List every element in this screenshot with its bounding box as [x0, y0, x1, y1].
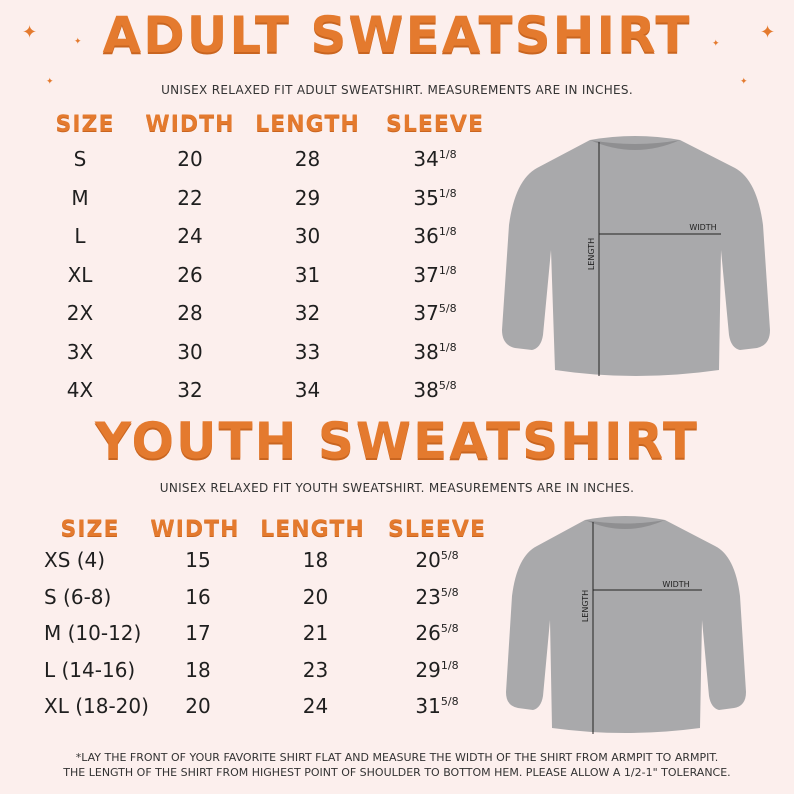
adult-length-cell: 29	[294, 185, 321, 210]
youth-length-cell: 18	[302, 548, 329, 572]
youth-sleeve-whole: 31	[415, 694, 441, 718]
adult-width-cell: 20	[177, 147, 203, 171]
youth-width-cell: 20	[185, 694, 211, 718]
youth-sleeve-cell	[382, 621, 492, 645]
youth-header-length: LENGTH	[260, 517, 365, 542]
adult-header-width: WIDTH	[145, 112, 235, 137]
adult-sleeve-whole: 36	[413, 224, 439, 248]
adult-sleeve-cell	[380, 147, 490, 171]
youth-sleeve-fraction: 5/8	[440, 585, 459, 599]
adult-header-length: LENGTH	[255, 112, 360, 137]
youth-length-cell: 20	[302, 584, 329, 609]
sparkle-icon: ✦	[74, 37, 82, 47]
adult-length-cell: 30	[294, 224, 321, 248]
adult-subtitle: UNISEX RELAXED FIT ADULT SWEATSHIRT. MEASUREMENTS ARE IN INCHES.	[161, 83, 633, 97]
adult-header-size: SIZE	[55, 112, 115, 137]
adult-length-cell: 31	[294, 262, 321, 287]
sweatshirt-icon	[495, 130, 775, 385]
adult-sleeve-fraction: 1/8	[438, 148, 457, 161]
youth-diagram-width-label: WIDTH	[662, 580, 690, 589]
adult-sleeve-fraction: 1/8	[438, 263, 457, 277]
adult-diagram-width-label: WIDTH	[689, 223, 717, 232]
sparkle-icon: ✦	[712, 39, 720, 49]
youth-sleeve-fraction: 5/8	[440, 549, 459, 562]
sweatshirt-icon	[500, 510, 750, 740]
adult-size-cell: S	[73, 147, 87, 171]
youth-title: YOUTH SWEATSHIRT	[95, 412, 699, 470]
youth-header-sleeve: SLEEVE	[388, 517, 486, 542]
youth-sleeve-cell	[382, 585, 492, 609]
footnote-line-2: THE LENGTH OF THE SHIRT FROM HIGHEST POINT OF SHOULDER TO BOTTOM HEM. PLEASE ALLOW A 1/2-1" TOLERANCE.	[63, 766, 731, 779]
youth-sleeve-cell	[382, 658, 492, 682]
adult-diagram-length-label: LENGTH	[587, 237, 596, 271]
adult-header-sleeve: SLEEVE	[386, 112, 484, 137]
adult-sleeve-whole: 34	[413, 147, 439, 171]
adult-sleeve-cell	[380, 263, 490, 287]
sparkle-icon: ✦	[22, 22, 38, 43]
adult-sleeve-cell	[380, 340, 490, 364]
footnote-line-1: *LAY THE FRONT OF YOUR FAVORITE SHIRT FLAT AND MEASURE THE WIDTH OF THE SHIRT FROM ARMPIT TO ARMPIT.	[75, 751, 719, 764]
youth-subtitle: UNISEX RELAXED FIT YOUTH SWEATSHIRT. MEASUREMENTS ARE IN INCHES.	[159, 481, 635, 495]
adult-width-cell: 32	[177, 378, 203, 402]
youth-sleeve-fraction: 5/8	[440, 695, 459, 708]
adult-sleeve-cell	[380, 378, 490, 402]
youth-width-cell: 15	[185, 548, 211, 572]
youth-sleeve-whole: 20	[415, 548, 441, 572]
adult-size-cell: XL	[67, 262, 93, 287]
adult-sleeve-fraction: 1/8	[438, 186, 457, 200]
youth-header-size: SIZE	[60, 517, 120, 542]
sparkle-icon: ✦	[46, 77, 54, 87]
youth-sleeve-fraction: 5/8	[440, 622, 459, 635]
youth-sleeve-whole: 29	[415, 657, 441, 682]
adult-sleeve-whole: 37	[413, 301, 439, 325]
youth-diagram-length-label: LENGTH	[581, 589, 590, 623]
youth-size-cell: S (6-8)	[44, 584, 112, 609]
adult-sleeve-whole: 37	[413, 262, 439, 287]
youth-sleeve-whole: 26	[415, 621, 441, 645]
youth-size-cell: XL (18-20)	[44, 694, 149, 718]
youth-sleeve-whole: 23	[415, 584, 441, 609]
youth-width-cell: 18	[185, 657, 211, 682]
adult-width-cell: 28	[177, 301, 203, 325]
adult-sleeve-cell	[380, 301, 490, 325]
adult-size-cell: M	[71, 185, 89, 210]
adult-size-cell: L	[74, 224, 86, 248]
adult-width-cell: 22	[177, 185, 203, 210]
adult-size-cell: 2X	[66, 301, 94, 325]
adult-length-cell: 32	[294, 301, 321, 325]
adult-length-cell: 28	[294, 147, 321, 171]
adult-width-cell: 26	[177, 262, 203, 287]
youth-length-cell: 23	[302, 657, 329, 682]
adult-sleeve-whole: 38	[413, 339, 439, 364]
youth-length-cell: 21	[302, 621, 329, 645]
adult-width-cell: 30	[177, 339, 203, 364]
adult-sleeve-whole: 35	[413, 185, 439, 210]
sparkle-icon: ✦	[760, 22, 776, 43]
youth-size-cell: L (14-16)	[44, 657, 136, 682]
adult-length-cell: 34	[294, 378, 321, 402]
youth-sleeve-cell	[382, 694, 492, 718]
adult-sleeve-fraction: 1/8	[438, 225, 457, 238]
adult-sleeve-cell	[380, 186, 490, 210]
youth-sleeve-cell	[382, 548, 492, 572]
adult-length-cell: 33	[294, 339, 321, 364]
footnote	[0, 750, 794, 780]
youth-width-cell: 16	[185, 584, 211, 609]
adult-sleeve-fraction: 5/8	[438, 302, 457, 315]
adult-size-cell: 4X	[66, 378, 94, 402]
youth-width-cell: 17	[185, 621, 211, 645]
youth-length-cell: 24	[302, 694, 329, 718]
adult-title: ADULT SWEATSHIRT	[102, 6, 692, 64]
adult-sleeve-fraction: 1/8	[438, 340, 457, 354]
adult-sleeve-fraction: 5/8	[438, 379, 457, 392]
youth-header-width: WIDTH	[150, 517, 240, 542]
youth-sleeve-fraction: 1/8	[440, 658, 459, 672]
sparkle-icon: ✦	[740, 77, 748, 87]
youth-size-cell: M (10-12)	[44, 621, 142, 645]
adult-width-cell: 24	[177, 224, 203, 248]
adult-size-cell: 3X	[66, 339, 94, 364]
adult-sleeve-whole: 38	[413, 378, 439, 402]
adult-sleeve-cell	[380, 224, 490, 248]
youth-size-cell: XS (4)	[44, 548, 106, 572]
